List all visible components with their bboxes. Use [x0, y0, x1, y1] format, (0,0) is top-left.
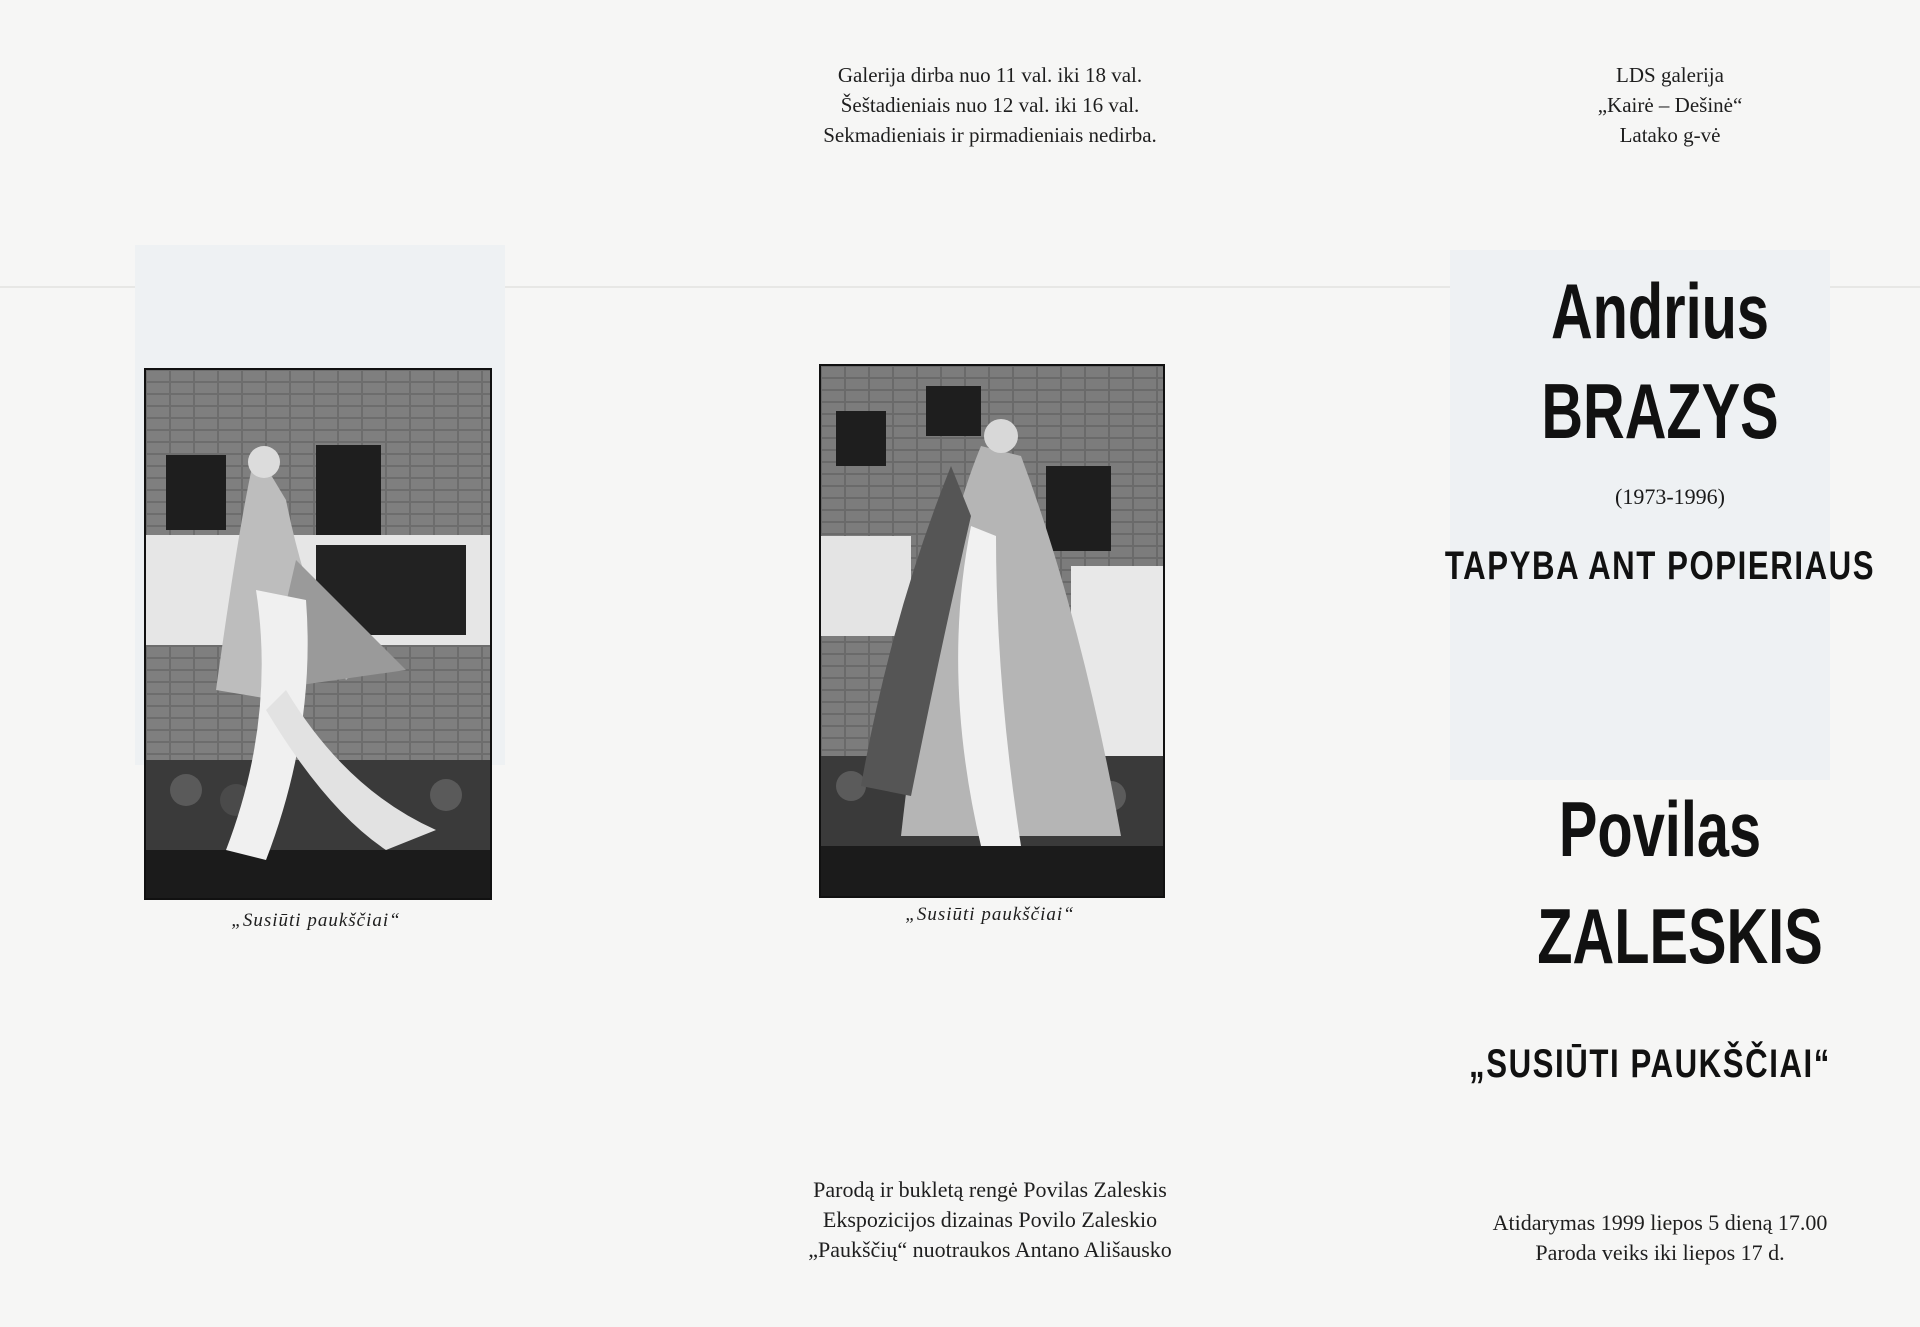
credits-line-1: Parodą ir bukletą rengė Povilas Zaleskis [813, 1177, 1167, 1202]
artist2-last-name: ZALESKIS [1537, 892, 1823, 980]
opening-line-2: Paroda veiks iki liepos 17 d. [1535, 1240, 1785, 1265]
artist1-subtitle: TAPYBA ANT POPIERIAUS [1444, 544, 1876, 588]
gallery-address [1480, 60, 1860, 150]
artist1-last-name: BRAZYS [1541, 367, 1779, 455]
credits-line-2: Ekspozicijos dizainas Povilo Zaleskio [822, 1207, 1158, 1232]
gallery-hours [740, 60, 1240, 150]
caption-middle: „Susiūti paukščiai“ [905, 904, 1075, 925]
hours-line-3: Sekmadieniais ir pirmadieniais nedirba. [823, 123, 1157, 147]
artist1-years: (1973-1996) [1615, 484, 1725, 509]
gallery-line-1: LDS galerija [1616, 63, 1724, 87]
photo-left [144, 368, 492, 900]
gallery-line-2: „Kairė – Dešinė“ [1597, 93, 1743, 117]
artist1-first-name: Andrius [1550, 267, 1770, 355]
photo-middle-image [821, 366, 1163, 896]
hours-line-1: Galerija dirba nuo 11 val. iki 18 val. [837, 63, 1143, 87]
opening-info [1400, 1208, 1920, 1268]
photo-left-image [146, 370, 490, 898]
caption-left: „Susiūti paukščiai“ [231, 910, 401, 931]
photo-middle [819, 364, 1165, 898]
artist2-subtitle: „SUSIŪTI PAUKŠČIAI“ [1469, 1042, 1831, 1086]
artist2-first-name: Povilas [1558, 785, 1762, 873]
credits-line-3: „Paukščių“ nuotraukos Antano Ališausko [808, 1237, 1172, 1262]
opening-line-1: Atidarymas 1999 liepos 5 dieną 17.00 [1492, 1210, 1828, 1235]
hours-line-2: Šeštadieniais nuo 12 val. iki 16 val. [840, 93, 1140, 117]
gallery-line-3: Latako g-vė [1619, 123, 1721, 147]
credits [740, 1175, 1240, 1265]
